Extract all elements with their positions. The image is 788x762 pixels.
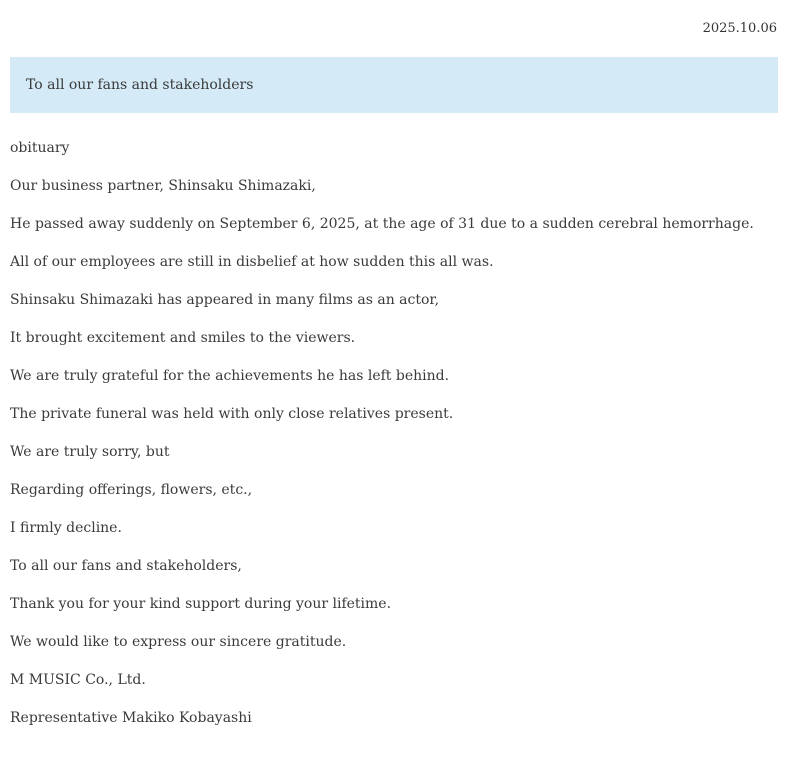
representative-signature: Representative Makiko Kobayashi [10,710,252,726]
body-line: Shinsaku Shimazaki has appeared in many films as an actor, [10,292,440,308]
company-name: M MUSIC Co., Ltd. [10,672,146,688]
body-line: He passed away suddenly on September 6, 2025, at the age of 31 due to a sudden cerebral hemorrhage. [10,216,754,232]
body-line: The private funeral was held with only close relatives present. [10,406,454,422]
notice-banner [10,57,778,113]
body-line: obituary [10,140,70,156]
body-line: Thank you for your kind support during your lifetime. [10,596,392,612]
body-line: We are truly grateful for the achievements he has left behind. [10,368,450,384]
banner-title: To all our fans and stakeholders [26,77,254,93]
body-line: We are truly sorry, but [10,444,170,460]
post-date: 2025.10.06 [702,21,777,36]
notice-body [10,138,780,746]
body-line: Our business partner, Shinsaku Shimazaki, [10,178,316,194]
body-line: We would like to express our sincere gratitude. [10,634,347,650]
body-line: I firmly decline. [10,520,122,536]
body-line: It brought excitement and smiles to the viewers. [10,330,356,346]
body-line: Regarding offerings, flowers, etc., [10,482,253,498]
body-line: All of our employees are still in disbelief at how sudden this all was. [10,254,494,270]
body-line: To all our fans and stakeholders, [10,558,242,574]
